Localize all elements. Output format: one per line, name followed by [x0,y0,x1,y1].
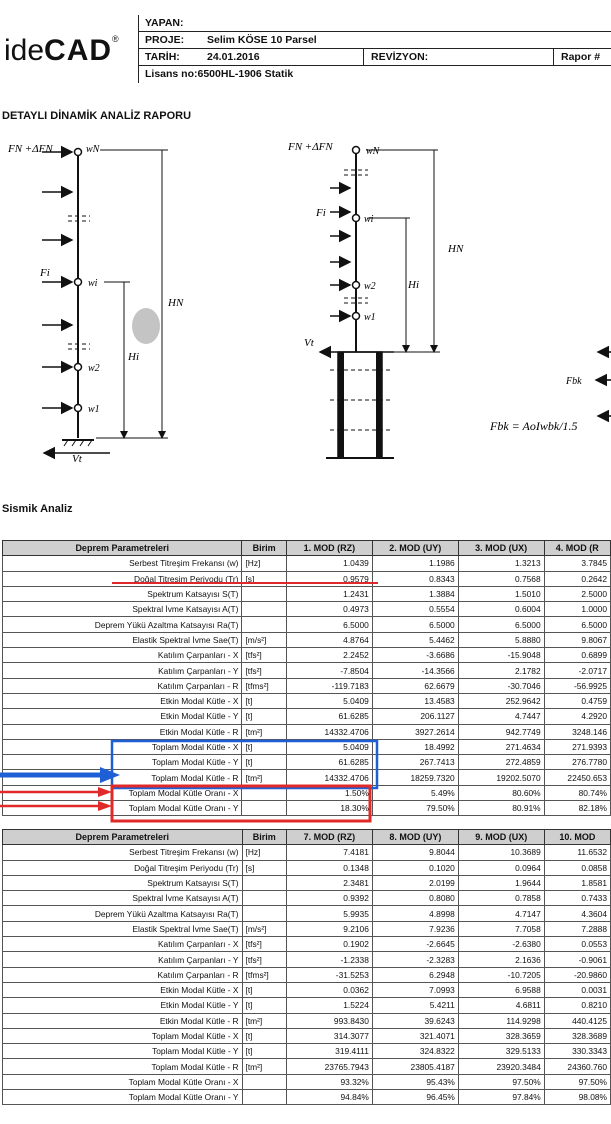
rapor-label: Rapor # [561,51,601,63]
mode-value: 1.3213 [458,556,544,571]
mode-value: 276.7780 [544,755,610,770]
table-row [3,1013,611,1028]
table-row [3,586,611,601]
mode-value: -2.0717 [544,663,610,678]
parameter-name: Etkin Modal Kütle - R [3,1013,243,1028]
table-row [3,785,611,800]
unit-cell: [t] [242,998,286,1013]
hi-label-right: Hi [408,279,419,291]
mode-value: 2.5000 [544,586,610,601]
unit-cell: [s] [242,571,286,586]
mode-value: 3248.146 [544,724,610,739]
unit-cell [242,891,286,906]
table-row [3,724,611,739]
mode-value: 80.74% [544,785,610,800]
mode-value: 79.50% [372,801,458,816]
mode-value: 11.6532 [544,845,610,860]
unit-cell: [tfs²] [242,952,286,967]
mode-value: 96.45% [372,1090,458,1105]
parameter-name: Toplam Modal Kütle - X [3,739,242,754]
mode-value: 0.0964 [458,860,544,875]
unit-cell [242,906,286,921]
mode-value: 328.3689 [544,1028,610,1043]
table-row [3,632,611,647]
table-row [3,739,611,754]
hi-label: Hi [128,351,139,363]
mode-value: 0.1020 [372,860,458,875]
mode-value: 61.6285 [286,755,372,770]
mode-value: 10.3689 [458,845,544,860]
unit-cell: [tfs²] [242,648,286,663]
table-row [3,602,611,617]
mode-value: 5.9935 [286,906,372,921]
w2-label-right: w2 [364,281,376,292]
unit-cell: [Hz] [242,845,286,860]
mode-value: 0.7568 [458,571,544,586]
table-row [3,937,611,952]
mode-value: -20.9860 [544,967,610,982]
unit-cell: [tfms²] [242,967,286,982]
mode-value: 3927.2614 [372,724,458,739]
mode-value: -2.3283 [372,952,458,967]
mode-value: 23765.7943 [286,1059,372,1074]
table-row [3,678,611,693]
parameter-name: Toplam Modal Kütle - R [3,1059,243,1074]
parameter-name: Elastik Spektral İvme Sae(T) [3,632,242,647]
mode-value: 7.7058 [458,921,544,936]
mode-value: 24360.760 [544,1059,610,1074]
mode-value: 80.60% [458,785,544,800]
seismic-load-diagram [0,130,611,470]
mode-value: 14332.4706 [286,724,372,739]
mode-value: 206.1127 [372,709,458,724]
mode-value: 1.2431 [286,586,372,601]
unit-cell: [t] [242,1044,286,1059]
idecad-logo: ideCAD® [4,34,119,67]
mode-value: 0.7433 [544,891,610,906]
mode-value: 7.4181 [286,845,372,860]
mode-value: 9.2106 [286,921,372,936]
mode-value: 993.8430 [286,1013,372,1028]
table-row [3,571,611,586]
table-row [3,1044,611,1059]
parameter-name: Toplam Modal Kütle - R [3,770,242,785]
unit-cell: [t] [242,982,286,997]
table-row [3,1090,611,1105]
mode-value: -2.6645 [372,937,458,952]
table-row [3,693,611,708]
mode-value: 0.4973 [286,602,372,617]
mode-value: -119.7183 [286,678,372,693]
mode-value: 0.2642 [544,571,610,586]
tarih-row [139,49,611,66]
table-row [3,952,611,967]
column-header: Deprem Parametreleri [3,830,243,845]
mode-value: 4.7147 [458,906,544,921]
yapan-label: YAPAN: [145,17,184,29]
unit-cell: [tfs²] [242,937,286,952]
mode-value: 1.9644 [458,875,544,890]
parameter-name: Spektrum Katsayısı S(T) [3,875,243,890]
section-title: Sismik Analiz [2,503,73,515]
header-info-grid [138,15,611,83]
mode-value: 97.84% [458,1090,544,1105]
column-header: 8. MOD (UY) [372,830,458,845]
mode-value: 4.6811 [458,998,544,1013]
mode-value: 6.2948 [372,967,458,982]
mode-value: 0.0362 [286,982,372,997]
mode-value: 6.5000 [286,617,372,632]
unit-cell: [t] [242,739,286,754]
vt-label: Vt [72,453,82,465]
tarih-value: 24.01.2016 [207,51,260,63]
mode-value: 5.4462 [372,632,458,647]
unit-cell: [tfs²] [242,663,286,678]
fbk-label: Fbk [566,376,582,387]
parameter-name: Serbest Titreşim Frekansı (w) [3,556,242,571]
unit-cell: [t] [242,693,286,708]
proje-label: PROJE: [145,34,185,46]
lisans-text: Lisans no:6500HL-1906 Statik [145,68,294,80]
report-header [0,12,611,84]
parameter-name: Toplam Modal Kütle Oranı - X [3,785,242,800]
mode-value: 1.1986 [372,556,458,571]
column-header: Birim [242,541,286,556]
mode-value: 6.9588 [458,982,544,997]
mode-value: 271.9393 [544,739,610,754]
mode-value: 0.6899 [544,648,610,663]
mode-value: 6.5000 [544,617,610,632]
mode-value: 19202.5070 [458,770,544,785]
parameter-name: Etkin Modal Kütle - Y [3,998,243,1013]
mode-value: 6.5000 [372,617,458,632]
unit-cell: [t] [242,755,286,770]
unit-cell: [t] [242,709,286,724]
mode-value: 0.1348 [286,860,372,875]
table-row [3,891,611,906]
mode-value: 4.8764 [286,632,372,647]
mode-value: 2.0199 [372,875,458,890]
w2-label: w2 [88,363,100,374]
mode-value: 9.8067 [544,632,610,647]
table-row [3,1028,611,1043]
column-header: Birim [242,830,286,845]
mode-value: 6.5000 [458,617,544,632]
mode-value: 0.9392 [286,891,372,906]
parameter-name: Katılım Çarpanları - R [3,678,242,693]
mode-value: 97.50% [544,1074,610,1089]
parameter-name: Spektrum Katsayısı S(T) [3,586,242,601]
fi-label: Fi [40,267,50,279]
mode-value: 2.2452 [286,648,372,663]
mode-value: -14.3566 [372,663,458,678]
mode-value: 0.6004 [458,602,544,617]
mode-value: 4.8998 [372,906,458,921]
column-header: 1. MOD (RZ) [286,541,372,556]
mode-value: 272.4859 [458,755,544,770]
fi-label-right: Fi [316,207,326,219]
parameter-name: Deprem Yükü Azaltma Katsayısı Ra(T) [3,617,242,632]
table-row [3,1059,611,1074]
mode-value: 23920.3484 [458,1059,544,1074]
mode-value: 62.6679 [372,678,458,693]
mode-value: 94.84% [286,1090,372,1105]
mode-value: 2.1636 [458,952,544,967]
unit-cell [242,785,286,800]
parameter-name: Toplam Modal Kütle Oranı - X [3,1074,243,1089]
table-row [3,755,611,770]
table-row [3,845,611,860]
mode-value: 95.43% [372,1074,458,1089]
mode-value: 18.4992 [372,739,458,754]
table-row [3,709,611,724]
proje-row [139,32,611,49]
unit-cell: [tfms²] [242,678,286,693]
parameter-name: Toplam Modal Kütle - X [3,1028,243,1043]
mode-value: 1.5224 [286,998,372,1013]
table-row [3,921,611,936]
unit-cell: [t] [242,1028,286,1043]
mode-value: 5.0409 [286,739,372,754]
mode-value: 7.9236 [372,921,458,936]
column-header: 7. MOD (RZ) [286,830,372,845]
mode-value: 80.91% [458,801,544,816]
mode-value: 13.4583 [372,693,458,708]
mode-value: 4.3604 [544,906,610,921]
table-row [3,875,611,890]
parameter-name: Deprem Yükü Azaltma Katsayısı Ra(T) [3,906,243,921]
mode-value: 1.8581 [544,875,610,890]
mode-value: 22450.653 [544,770,610,785]
parameter-name: Etkin Modal Kütle - X [3,982,243,997]
parameter-name: Toplam Modal Kütle Oranı - Y [3,801,242,816]
mode-value: 0.1902 [286,937,372,952]
mode-value: 39.6243 [372,1013,458,1028]
mode-value: 0.5554 [372,602,458,617]
yapan-row [139,15,611,32]
hn-label: HN [168,297,184,309]
mode-value: -0.9061 [544,952,610,967]
mode-value: 93.32% [286,1074,372,1089]
modal-analysis-table-1 [2,540,611,816]
table-row [3,998,611,1013]
mode-value: 324.8322 [372,1044,458,1059]
mode-value: 440.4125 [544,1013,610,1028]
w1-label: w1 [88,404,100,415]
parameter-name: Katılım Çarpanları - Y [3,663,242,678]
parameter-name: Spektral İvme Katsayısı A(T) [3,602,242,617]
mode-value: 9.8044 [372,845,458,860]
mode-value: 3.7845 [544,556,610,571]
unit-cell [242,801,286,816]
column-header: 10. MOD [544,830,610,845]
mode-value: 328.3659 [458,1028,544,1043]
mode-value: 942.7749 [458,724,544,739]
mode-value: 0.7858 [458,891,544,906]
mode-value: 5.49% [372,785,458,800]
parameter-name: Toplam Modal Kütle - Y [3,1044,243,1059]
mode-value: -10.7205 [458,967,544,982]
mode-value: 2.3481 [286,875,372,890]
table-row [3,860,611,875]
column-header: 4. MOD (R [544,541,610,556]
unit-cell [242,617,286,632]
mode-value: 23805.4187 [372,1059,458,1074]
mode-value: 7.0993 [372,982,458,997]
mode-value: 1.0439 [286,556,372,571]
parameter-name: Elastik Spektral İvme Sae(T) [3,921,243,936]
mode-value: 0.8080 [372,891,458,906]
column-header: 2. MOD (UY) [372,541,458,556]
mode-value: -15.9048 [458,648,544,663]
mode-value: 2.1782 [458,663,544,678]
mode-value: 321.4071 [372,1028,458,1043]
mode-value: 4.2920 [544,709,610,724]
mode-value: 114.9298 [458,1013,544,1028]
mode-value: 98.08% [544,1090,610,1105]
table-row [3,648,611,663]
mode-value: 1.50% [286,785,372,800]
lisans-row [139,66,611,82]
wi-label-right: wi [364,214,374,225]
mode-value: 0.9579 [286,571,372,586]
unit-cell [242,1090,286,1105]
table-row [3,801,611,816]
mode-value: 267.7413 [372,755,458,770]
mode-value: 0.8210 [544,998,610,1013]
mode-value: -30.7046 [458,678,544,693]
fn-delta-label: FN +ΔFN [8,143,53,155]
parameter-name: Etkin Modal Kütle - R [3,724,242,739]
mode-value: -2.6380 [458,937,544,952]
wn-label-right: wN [366,146,380,157]
modal-analysis-table-2 [2,829,611,1105]
column-header: Deprem Parametreleri [3,541,242,556]
table-row [3,617,611,632]
column-header: 3. MOD (UX) [458,541,544,556]
mode-value: 82.18% [544,801,610,816]
mode-value: 5.0409 [286,693,372,708]
mode-value: 14332.4706 [286,770,372,785]
mode-value: -3.6686 [372,648,458,663]
unit-cell: [Hz] [242,556,286,571]
wi-label: wi [88,278,98,289]
fbk-formula: Fbk = AoIwbk/1.5 [490,419,578,433]
mode-value: 1.5010 [458,586,544,601]
report-title: DETAYLI DİNAMİK ANALİZ RAPORU [2,110,192,122]
mode-value: -1.2338 [286,952,372,967]
unit-cell: [tm²] [242,1059,286,1074]
wn-label: wN [86,144,100,155]
parameter-name: Katılım Çarpanları - X [3,648,242,663]
fn-delta-label-right: FN +ΔFN [288,141,333,153]
mode-value: 271.4634 [458,739,544,754]
mode-value: 0.0553 [544,937,610,952]
unit-cell: [tm²] [242,770,286,785]
unit-cell: [tm²] [242,724,286,739]
table-row [3,1074,611,1089]
w1-label-right: w1 [364,312,376,323]
mode-value: 7.2888 [544,921,610,936]
parameter-name: Etkin Modal Kütle - X [3,693,242,708]
mode-value: 319.4111 [286,1044,372,1059]
parameter-name: Doğal Titreşim Periyodu (Tr) [3,860,243,875]
mode-value: -31.5253 [286,967,372,982]
mode-value: 252.9642 [458,693,544,708]
parameter-name: Doğal Titreşim Periyodu (Tr) [3,571,242,586]
mode-value: 1.0000 [544,602,610,617]
parameter-name: Etkin Modal Kütle - Y [3,709,242,724]
parameter-name: Toplam Modal Kütle Oranı - Y [3,1090,243,1105]
revizyon-label: REVİZYON: [371,51,429,63]
mode-value: 61.6285 [286,709,372,724]
table-row [3,906,611,921]
parameter-name: Katılım Çarpanları - R [3,967,243,982]
mode-value: 0.0031 [544,982,610,997]
table-row [3,967,611,982]
mode-value: 0.0858 [544,860,610,875]
hn-label-right: HN [448,243,464,255]
mode-value: 314.3077 [286,1028,372,1043]
proje-value: Selim KÖSE 10 Parsel [207,34,317,46]
parameter-name: Toplam Modal Kütle - Y [3,755,242,770]
mode-value: 0.8343 [372,571,458,586]
mode-value: 329.5133 [458,1044,544,1059]
unit-cell: [m/s²] [242,632,286,647]
unit-cell: [s] [242,860,286,875]
mode-value: 4.7447 [458,709,544,724]
mode-value: 5.8880 [458,632,544,647]
column-header: 9. MOD (UX) [458,830,544,845]
parameter-name: Spektral İvme Katsayısı A(T) [3,891,243,906]
mode-value: 18259.7320 [372,770,458,785]
mode-value: 0.4759 [544,693,610,708]
table-row [3,556,611,571]
unit-cell [242,1074,286,1089]
table-row [3,663,611,678]
unit-cell: [tm²] [242,1013,286,1028]
mode-value: 330.3343 [544,1044,610,1059]
unit-cell [242,875,286,890]
unit-cell [242,602,286,617]
unit-cell: [m/s²] [242,921,286,936]
table-row [3,770,611,785]
mode-value: -56.9925 [544,678,610,693]
mode-value: 18.30% [286,801,372,816]
mode-value: 5.4211 [372,998,458,1013]
table-row [3,982,611,997]
tarih-label: TARİH: [145,51,180,63]
vt-label-right: Vt [304,337,314,349]
mode-value: 1.3884 [372,586,458,601]
mode-value: -7.8504 [286,663,372,678]
mode-value: 97.50% [458,1074,544,1089]
parameter-name: Serbest Titreşim Frekansı (w) [3,845,243,860]
parameter-name: Katılım Çarpanları - Y [3,952,243,967]
parameter-name: Katılım Çarpanları - X [3,937,243,952]
unit-cell [242,586,286,601]
